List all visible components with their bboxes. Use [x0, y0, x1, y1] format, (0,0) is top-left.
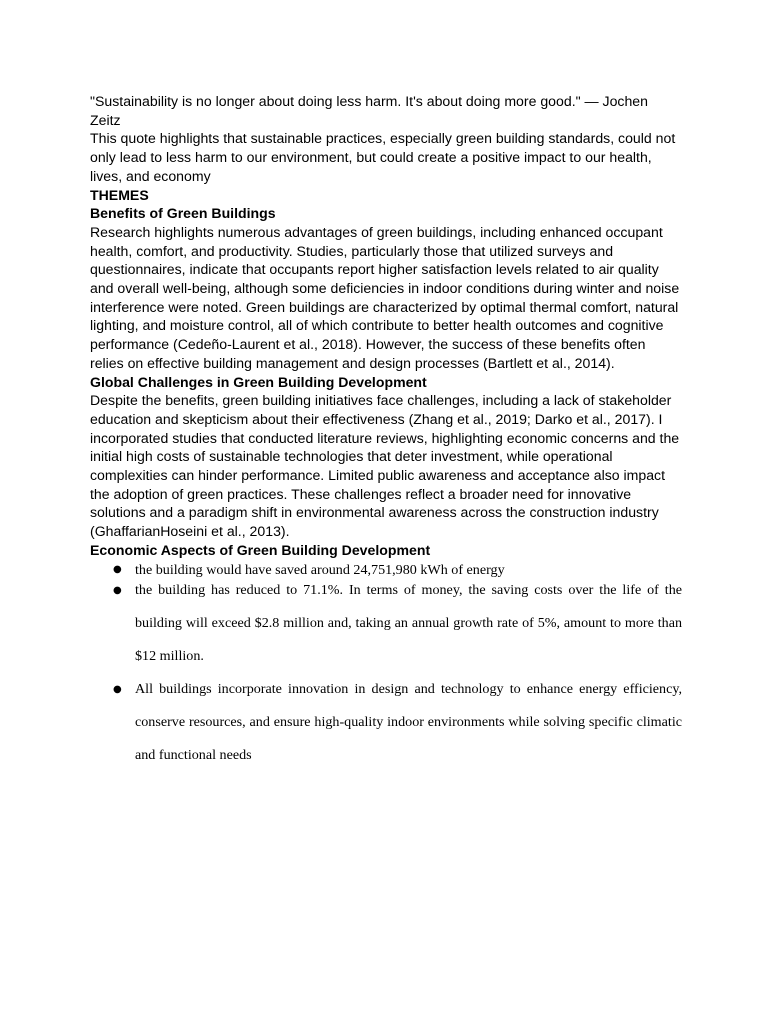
- themes-heading: THEMES: [90, 186, 149, 203]
- bullet-icon: ●: [113, 584, 122, 596]
- section-challenges: [90, 373, 682, 541]
- section-title: Benefits of Green Buildings: [90, 205, 276, 222]
- list-item: [90, 574, 682, 673]
- opening-quote: "Sustainability is no longer about doing less harm. It's about doing more good." — Jochen Zeitz: [90, 93, 648, 128]
- bullet-icon: ●: [113, 683, 122, 695]
- list-item-text: the building has reduced to 71.1%. In terms of money, the saving costs over the life of the building will exceed $2.8 million and, taking an annual growth rate of 5%, amount to more than $12 million.: [135, 581, 682, 664]
- section-benefits: [90, 204, 682, 372]
- document-content: [90, 92, 682, 772]
- bullet-icon: ●: [113, 563, 122, 575]
- section-economic: [90, 541, 682, 772]
- list-item-text: All buildings incorporate innovation in design and technology to enhance energy efficiency, conserve resources, and ensure high-quality indoor environments while solving specific climatic and functional needs: [135, 680, 682, 763]
- list-item-text: the building would have saved around 24,751,980 kWh of energy: [135, 561, 505, 578]
- economic-bullet-list: [90, 560, 682, 772]
- section-title: Economic Aspects of Green Building Development: [90, 541, 431, 558]
- section-body: Despite the benefits, green building initiatives face challenges, including a lack of stakeholder education and skepticism about their effectiveness (Zhang et al., 2019; Darko et al., 2017). I incorporated studies that conducted literature reviews, highlighting economic concerns and the initial high costs of sustainable technologies that deter investment, while operational complexities can hinder performance. Limited public awareness and acceptance also impact the adoption of green practices. These challenges reflect a broader need for innovative solutions and a paradigm shift in environmental awareness across the construction industry (GhaffarianHoseini et al., 2013).: [90, 392, 680, 540]
- section-title: Global Challenges in Green Building Development: [90, 373, 427, 390]
- section-body: Research highlights numerous advantages of green buildings, including enhanced occupant health, comfort, and productivity. Studies, particularly those that utilized surveys and questionnaires, indicate that occupants report higher satisfaction levels related to air quality and overall well-being, although some deficiencies in indoor conditions during winter and noise interference were noted. Green buildings are characterized by optimal thermal comfort, natural lighting, and moisture control, all of which contribute to better health outcomes and cognitive performance (Cedeño-Laurent et al., 2018). However, the success of these benefits often relies on effective building management and design processes (Bartlett et al., 2014).: [90, 223, 680, 371]
- list-item: [90, 673, 682, 772]
- intro-paragraph: This quote highlights that sustainable practices, especially green building standards, could not only lead to less harm to our environment, but could create a positive impact to our health, lives, and economy: [90, 130, 676, 184]
